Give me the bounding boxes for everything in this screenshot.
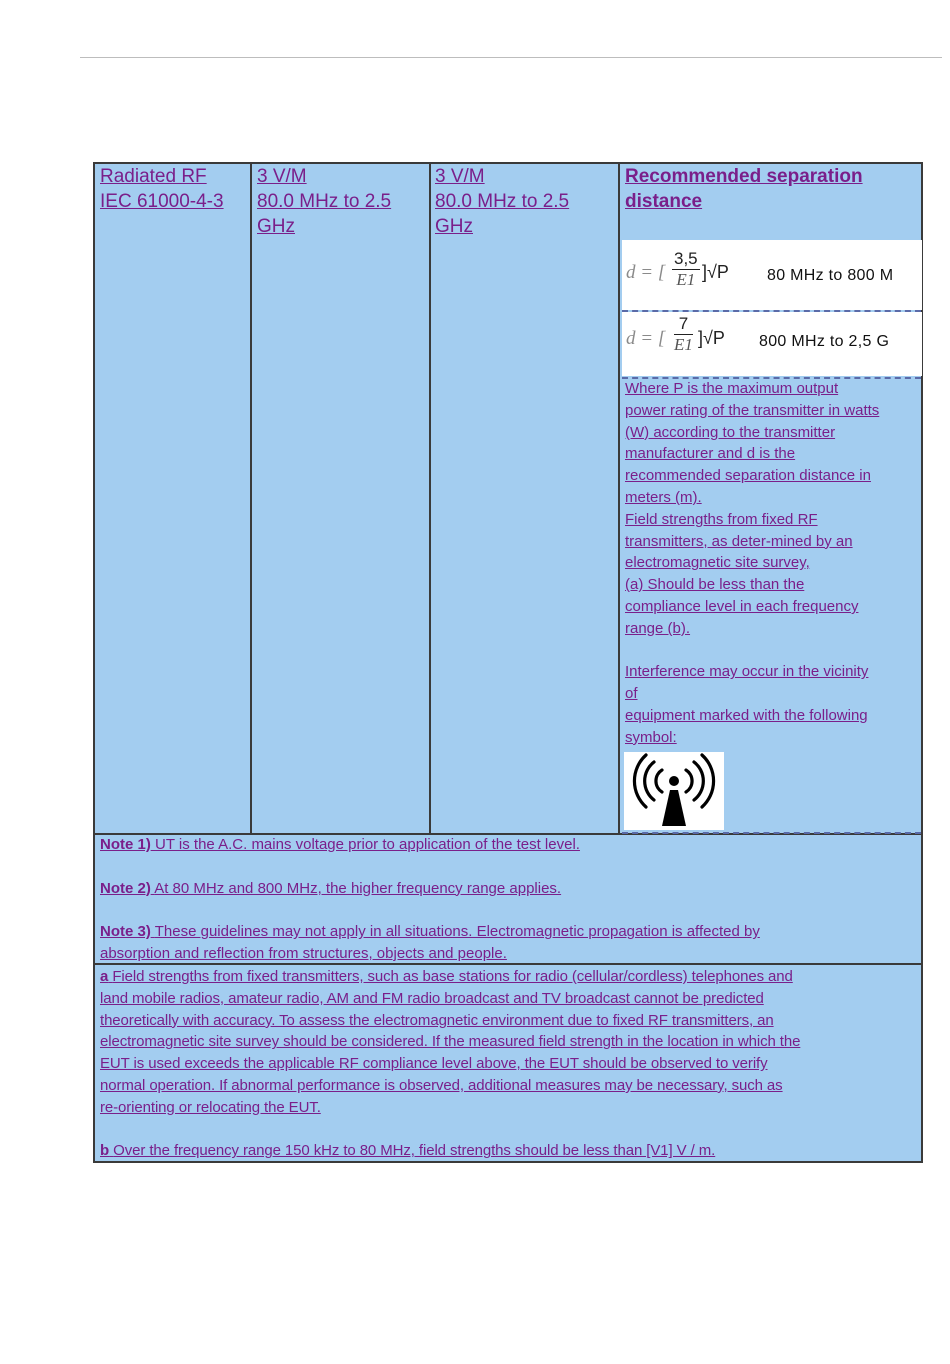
guidance-line: symbol: [625, 728, 677, 746]
note-label: Note 1) [100, 836, 151, 853]
note-text: These guidelines may not apply in all situations. Electromagnetic propagation is affected by [154, 923, 760, 941]
guidance-line: of [625, 685, 638, 703]
footnote-text: EUT is used exceeds the applicable RF compliance level above, the EUT should be observed to verify [100, 1055, 768, 1073]
note-1 [100, 834, 915, 856]
guidance-line: transmitters, as deter-mined by an [625, 532, 853, 550]
note-text: absorption and reflection from structures, objects and people. [100, 944, 507, 962]
guidance-title [625, 164, 863, 214]
formula-range: 80 MHz to 800 M [767, 267, 894, 284]
guidance-line: meters (m). [625, 488, 702, 506]
formula-low-band [622, 240, 922, 310]
guidance-title-line: distance [625, 191, 703, 212]
emc-immunity-table [93, 162, 923, 1163]
note-2 [100, 878, 915, 900]
guidance-line: equipment marked with the following [625, 706, 868, 724]
formula-prefix: d = [ [626, 328, 666, 349]
note-text: At 80 MHz and 800 MHz, the higher frequency range applies. [154, 879, 562, 897]
footnote-a [100, 966, 918, 988]
formula-fraction [674, 314, 693, 355]
column-divider [250, 164, 252, 834]
guidance-line: (W) according to the transmitter [625, 423, 836, 441]
footnotes-section [100, 966, 918, 1162]
guidance-line: Where P is the maximum output [625, 380, 839, 397]
formula-prefix: d = [ [626, 262, 666, 283]
footnote-text: land mobile radios, amateur radio, AM and FM radio broadcast and TV broadcast cannot be predicted [100, 989, 764, 1007]
test-standard-line: IEC 61000-4-3 [100, 191, 224, 212]
note-label: Note 2) [100, 879, 151, 897]
test-level-line: GHz [257, 216, 295, 237]
note-3 [100, 921, 915, 943]
note-text: UT is the A.C. mains voltage prior to application of the test level. [155, 836, 580, 853]
footnote-text: theoretically with accuracy. To assess the electromagnetic environment due to fixed RF transmitters, an [100, 1011, 774, 1029]
compliance-level-line: 80.0 MHz to 2.5 [435, 191, 570, 212]
formula-denominator: E1 [676, 270, 696, 289]
footnote-text: Over the frequency range 150 kHz to 80 MHz, field strengths should be less than [V1] V / m. [113, 1142, 716, 1160]
notes-spacer [100, 899, 915, 921]
guidance-spacer [625, 640, 921, 662]
column-divider [429, 164, 431, 834]
non-ionizing-radiation-icon [624, 752, 724, 830]
guidance-line: Field strengths from fixed RF [625, 510, 818, 528]
guidance-line: (a) Should be less than the [625, 576, 805, 594]
test-level-line: 3 V/M [257, 166, 307, 187]
compliance-level-line: GHz [435, 216, 473, 237]
guidance-line: compliance level in each frequency [625, 597, 859, 615]
compliance-level-cell [435, 164, 569, 239]
guidance-line: electromagnetic site survey, [625, 554, 810, 572]
test-level-line: 80.0 MHz to 2.5 [257, 191, 392, 212]
notes-spacer [100, 856, 915, 878]
compliance-level-line: 3 V/M [435, 166, 485, 187]
test-name-cell [100, 164, 224, 214]
guidance-line: manufacturer and d is the [625, 445, 796, 463]
guidance-line: range (b). [625, 619, 691, 637]
footnote-text: normal operation. If abnormal performance is observed, additional measures may be necessary, such as [100, 1076, 783, 1094]
footnote-text: re-orienting or relocating the EUT. [100, 1098, 321, 1116]
notes-section [100, 834, 915, 965]
formula-high-band [622, 312, 922, 376]
header-rule [80, 57, 942, 58]
formula-denominator: E1 [674, 335, 693, 354]
formula-numerator: 7 [678, 314, 689, 333]
guidance-line: recommended separation distance in [625, 467, 871, 485]
formula-range: 800 MHz to 2,5 G [759, 333, 890, 350]
formula-fraction [672, 249, 700, 290]
footnote-b [100, 1140, 918, 1162]
formula-numerator: 3,5 [674, 249, 698, 268]
sqrt-symbol: ]√P [702, 262, 729, 282]
test-name-line: Radiated RF [100, 166, 207, 187]
footnote-label: a [100, 968, 109, 985]
footnote-text: electromagnetic site survey should be considered. If the measured field strength in the location in which the [100, 1033, 801, 1051]
guidance-text [625, 378, 921, 749]
footnote-text: Field strengths from fixed transmitters, such as base stations for radio (cellular/cordless) telephones and [112, 968, 793, 985]
sqrt-symbol: ]√P [698, 328, 725, 348]
guidance-line: Interference may occur in the vicinity [625, 663, 869, 681]
test-level-cell [257, 164, 391, 239]
note-label: Note 3) [100, 923, 151, 941]
guidance-title-line: Recommended separation [625, 166, 863, 187]
footnote-label: b [100, 1142, 110, 1160]
column-divider [618, 164, 620, 834]
guidance-line: power rating of the transmitter in watts [625, 401, 880, 419]
footnotes-spacer [100, 1119, 918, 1141]
